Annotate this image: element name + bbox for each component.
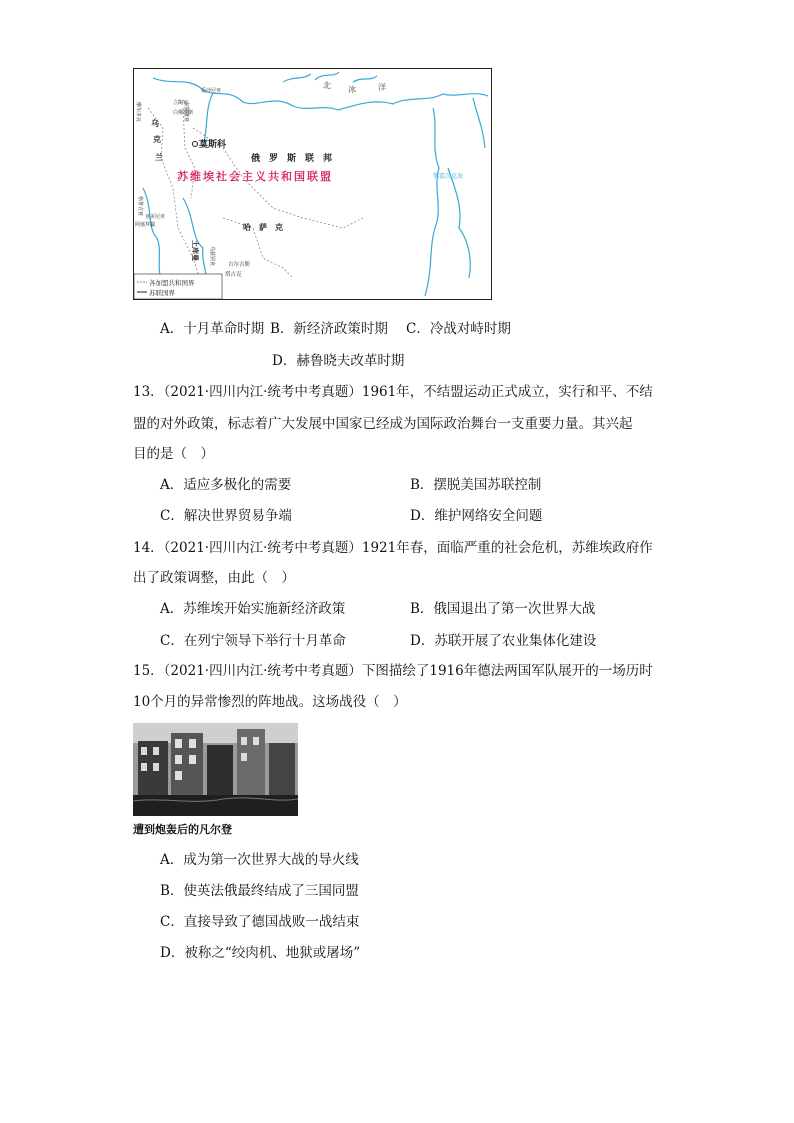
map-label-ukraine: 克 [153,134,161,144]
q14-option-c[interactable]: C．在列宁领导下举行十月革命 [160,633,346,649]
legend-republic-border: 各加盟共和国界 [149,279,195,287]
map-label-moscow: 莫斯科 [199,140,227,150]
map-label-ukraine: 兰 [155,152,163,162]
q12-option-c[interactable]: C．冷战对峙时期 [406,321,511,337]
map-label-sea: 冰 [348,85,356,94]
verdun-photo [133,723,298,816]
q12-option-b[interactable]: B．新经济政策时期 [270,321,388,337]
map-label-russia: 俄 罗 斯 联 邦 [251,154,333,164]
map-label-lithuania: 立陶宛 [173,100,189,106]
map-label-kazakh: 哈 萨 克 [243,222,283,232]
q14-option-d[interactable]: D．苏联开展了农业集体化建设 [410,633,597,649]
legend-ussr-border: 苏联国界 [149,289,175,297]
map-label-estonia: 爱沙尼亚 [201,88,222,94]
map-label-kyrgyz: 吉尔吉斯 [228,262,251,268]
map-label-georgia: 格鲁吉亚 [137,196,143,217]
q13-option-c[interactable]: C．解决世界贸易争端 [160,508,292,524]
q14-stem-line1: 14．（2021·四川内江·统考中考真题）1921年春，面临严重的社会危机，苏维埃政府作 [133,540,653,556]
map-label-sea: 洋 [378,83,386,92]
q13-stem-line3: 目的是（ ） [133,446,214,462]
q15-option-c[interactable]: C．直接导致了德国战败一战结束 [160,914,360,930]
q13-stem-line1: 13．（2021·四川内江·统考中考真题）1961年，不结盟运动正式成立，实行和平、不结 [133,384,653,400]
q13-option-d[interactable]: D．维护网络安全问题 [410,508,543,524]
q14-option-b[interactable]: B．俄国退出了第一次世界大战 [410,601,596,617]
map-label-azerbaijan: 阿塞拜疆 [135,222,156,228]
map-label-moldova: 摩尔多瓦 [135,102,141,123]
map-label-tajik: 塔吉克 [225,272,242,278]
map-label-turkmen: 土库曼 [191,240,200,261]
q13-option-b[interactable]: B．摆脱美国苏联控制 [410,477,542,493]
q13-stem-line2: 盟的对外政策，标志着广大发展中国家已经成为国际政治舞台一支重要力量。其兴起 [133,416,633,432]
q15-stem-line1: 15．（2021·四川内江·统考中考真题）下图描绘了1916年德法两国军队展开的一场历时 [133,663,653,679]
q12-option-a[interactable]: A．十月革命时期 [160,321,265,337]
map-label-uzbek: 乌兹别克 [209,246,215,267]
photo-caption: 遭到炮轰后的凡尔登 [133,823,232,836]
q15-option-a[interactable]: A．成为第一次世界大战的导火线 [160,852,359,868]
map-label-armenia: 亚美尼亚 [145,214,166,220]
map-label-sea: 北 [323,81,331,90]
map-label-latvia: 拉脱维亚 [183,102,189,123]
map-label-okhotsk: 鄂霍次克海 [433,173,464,180]
q15-option-d[interactable]: D．被称之“绞肉机、地狱或屠场” [160,945,361,961]
q15-stem-line2: 10个月的异常惨烈的阵地战。这场战役（ ） [133,694,407,710]
map-label-ukraine: 乌 [151,118,159,128]
q14-option-a[interactable]: A．苏维埃开始实施新经济政策 [160,601,346,617]
q12-option-d[interactable]: D．赫鲁晓夫改革时期 [272,353,405,369]
q13-option-a[interactable]: A．适应多极化的需要 [160,477,292,493]
q15-option-b[interactable]: B．使英法俄最终结成了三国同盟 [160,883,359,899]
map-label-belarus: 白俄罗斯 [173,110,194,116]
map-label-ussr: 苏维埃社会主义共和国联盟 [177,170,333,183]
q14-stem-line2: 出了政策调整，由此（ ） [133,570,295,586]
ussr-map [133,68,492,300]
